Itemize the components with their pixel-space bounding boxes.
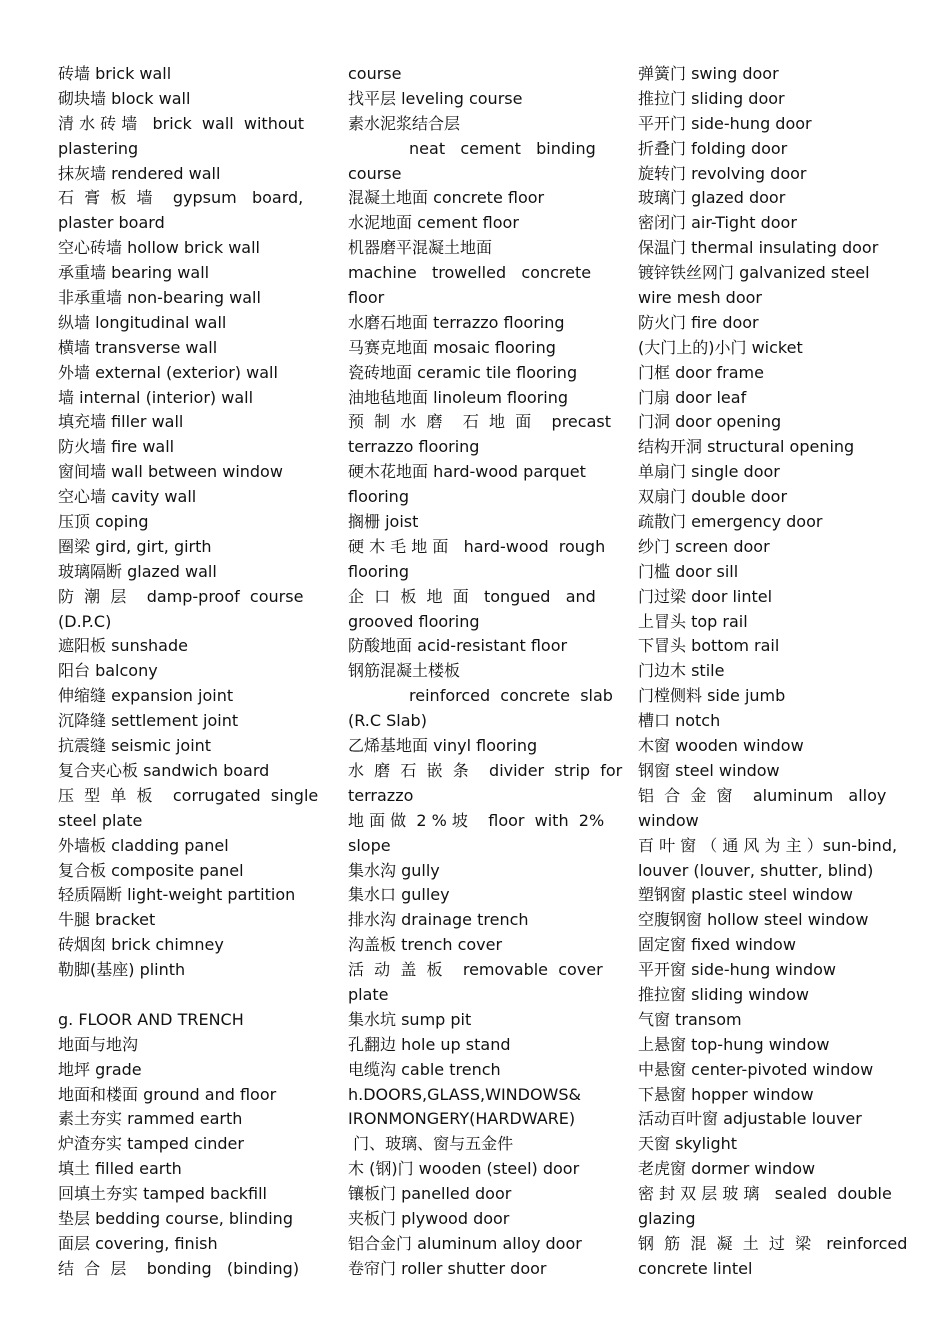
glossary-line: 机器磨平混凝土地面 [348,238,493,258]
glossary-line: 牛腿 bracket [58,910,156,930]
glossary-line: h.DOORS,GLASS,WINDOWS& [348,1084,581,1104]
glossary-line: 伸缩缝 expansion joint [58,686,234,706]
glossary-line: 地面和楼面 ground and floor [58,1084,277,1104]
glossary-line: 塑钢窗 plastic steel window [638,885,853,905]
glossary-line: 密 封 双 层 玻 璃 sealed double [638,1184,892,1204]
glossary-line: 墙 internal (interior) wall [58,387,254,407]
glossary-line: 电缆沟 cable trench [348,1059,501,1079]
glossary-line: 百 叶 窗 （ 通 风 为 主 ）sun-bind, [638,835,898,855]
glossary-line: 平开窗 side-hung window [638,960,837,980]
glossary-line: (大门上的)小门 wicket [638,337,803,357]
column-middle [348,62,623,1282]
glossary-line: 空心砖墙 hollow brick wall [58,238,260,258]
glossary-line: 木窗 wooden window [638,736,804,756]
glossary-line: 沉降缝 settlement joint [58,711,239,731]
glossary-line: 钢筋混凝土楼板 [348,661,461,681]
glossary-line: 复合夹心板 sandwich board [58,760,270,780]
glossary-line: 压 型 单 板 corrugated single [58,785,319,805]
glossary-line: 清 水 砖 墙 brick wall without [58,113,305,133]
glossary-line: terrazzo flooring [348,437,480,457]
glossary-line: 木 (钢)门 wooden (steel) door [348,1159,580,1179]
glossary-line: (R.C Slab) [348,711,427,731]
glossary-line: 找平层 leveling course [348,88,523,108]
glossary-line: g. FLOOR AND TRENCH [58,1009,244,1029]
glossary-line: 活 动 盖 板 removable cover [348,960,603,980]
glossary-line: course [348,64,402,83]
glossary-line: 疏散门 emergency door [638,512,823,532]
glossary-line: 横墙 transverse wall [58,337,218,357]
glossary-line: 承重墙 bearing wall [58,263,210,283]
glossary-line: 防火墙 fire wall [58,437,175,457]
glossary-line: 铝合金门 aluminum alloy door [348,1233,582,1253]
glossary-line: 卷帘门 roller shutter door [348,1258,547,1278]
glossary-line: 镀锌铁丝网门 galvanized steel [638,263,870,283]
glossary-line: 素水泥浆结合层 [348,113,461,133]
glossary-line: 保温门 thermal insulating door [638,238,879,258]
glossary-line: floor [348,288,385,308]
glossary-line: 砌块墙 block wall [58,88,191,108]
glossary-line: 孔翻边 hole up stand [348,1034,511,1054]
glossary-line: 集水沟 gully [348,860,440,880]
glossary-line: wire mesh door [638,288,762,308]
glossary-line: flooring [348,561,409,581]
glossary-line: window [638,810,699,830]
glossary-line: 硬 木 毛 地 面 hard-wood rough [348,536,606,556]
glossary-line: 抹灰墙 rendered wall [58,163,221,183]
glossary-line: 上冒头 top rail [638,611,748,631]
glossary-line: 固定窗 fixed window [638,935,796,955]
glossary-line: machine trowelled concrete [348,263,592,283]
glossary-line: 旋转门 revolving door [638,163,807,183]
glossary-line: grooved flooring [348,611,480,631]
column-right [638,62,908,1282]
glossary-line: 窗间墙 wall between window [58,462,283,482]
glossary-line: 沟盖板 trench cover [348,935,503,955]
glossary-line: 填充墙 filler wall [58,412,184,432]
glossary-line: 压顶 coping [58,512,149,532]
glossary-line: 折叠门 folding door [638,138,788,158]
glossary-line: 槽口 notch [638,711,721,731]
glossary-line: 垫层 bedding course, blinding [58,1208,293,1228]
glossary-line: 中悬窗 center-pivoted window [638,1059,874,1079]
glossary-line: louver (louver, shutter, blind) [638,860,874,880]
glossary-line: 地坪 grade [58,1059,142,1079]
glossary-line: flooring [348,487,409,507]
glossary-line: 硬木花地面 hard-wood parquet [348,462,586,482]
glossary-line: 空心墙 cavity wall [58,487,197,507]
glossary-line: 油地毡地面 linoleum flooring [348,387,568,407]
glossary-line: plate [348,984,389,1004]
glossary-line: 门槛 door sill [638,561,739,581]
glossary-line: 下悬窗 hopper window [638,1084,814,1104]
glossary-line: 防 潮 层 damp-proof course [58,586,304,606]
glossary-line: 气窗 transom [638,1009,742,1029]
glossary-line: 砖墙 brick wall [58,64,172,83]
glossary-line: 密闭门 air-Tight door [638,213,797,233]
glossary-line: 结 合 层 bonding (binding) [58,1258,300,1278]
glossary-line: 砖烟囱 brick chimney [58,935,224,955]
glossary-line: 地 面 做 2 % 坡 floor with 2% [348,810,605,830]
glossary-line: plaster board [58,213,165,233]
glossary-line: 门边木 stile [638,661,725,681]
glossary-line: neat cement binding [348,138,596,158]
glossary-line: steel plate [58,810,143,830]
glossary-line: 素土夯实 rammed earth [58,1109,243,1129]
glossary-line: 门洞 door opening [638,412,782,432]
glossary-line: 单扇门 single door [638,462,780,482]
glossary-line: 结构开洞 structural opening [638,437,855,457]
glossary-line: 石 膏 板 墙 gypsum board, [58,188,304,208]
glossary-line: 纵墙 longitudinal wall [58,312,227,332]
glossary-line: 镶板门 panelled door [348,1184,512,1204]
glossary-line: 外墙板 cladding panel [58,835,229,855]
glossary-line: 地面与地沟 [58,1034,139,1054]
glossary-line: 排水沟 drainage trench [348,910,529,930]
glossary-line: 瓷砖地面 ceramic tile flooring [348,362,578,382]
glossary-line: 乙烯基地面 vinyl flooring [348,736,538,756]
glossary-line: 集水坑 sump pit [348,1009,472,1029]
glossary-line: 预 制 水 磨 石 地 面 precast [348,412,611,432]
glossary-line: 轻质隔断 light-weight partition [58,885,296,905]
glossary-line: 水 磨 石 嵌 条 divider strip for [348,760,623,780]
glossary-line: 钢窗 steel window [638,760,780,780]
glossary-line: 混凝土地面 concrete floor [348,188,545,208]
glossary-line: 门、玻璃、窗与五金件 [348,1134,514,1154]
glossary-line: terrazzo [348,785,414,805]
glossary-line: reinforced concrete slab [348,686,613,706]
glossary-line: course [348,163,402,183]
glossary-line: 玻璃门 glazed door [638,188,786,208]
glossary-line: 填土 filled earth [58,1159,182,1179]
glossary-line: 弹簧门 swing door [638,64,779,83]
glossary-line: 面层 covering, finish [58,1233,218,1253]
glossary-line: 门过梁 door lintel [638,586,773,606]
glossary-line: 炉渣夯实 tamped cinder [58,1134,244,1154]
glossary-line: 阳台 balcony [58,661,158,681]
glossary-line: 推拉窗 sliding window [638,984,810,1004]
glossary-line: IRONMONGERY(HARDWARE) [348,1109,576,1129]
glossary-line: 复合板 composite panel [58,860,244,880]
glossary-line: 活动百叶窗 adjustable louver [638,1109,862,1129]
glossary-line: 上悬窗 top-hung window [638,1034,830,1054]
glossary-line: 搁栅 joist [348,512,419,532]
glossary-line: 钢 筋 混 凝 土 过 梁 reinforced [638,1233,908,1253]
glossary-line: 天窗 skylight [638,1134,738,1154]
glossary-line: slope [348,835,391,855]
glossary-line: 玻璃隔断 glazed wall [58,561,217,581]
glossary-line: concrete lintel [638,1258,753,1278]
glossary-line: 勒脚(基座) plinth [58,960,186,980]
glossary-line: 夹板门 plywood door [348,1208,510,1228]
glossary-line: 水泥地面 cement floor [348,213,519,233]
glossary-line: 门框 door frame [638,362,764,382]
glossary-line: 外墙 external (exterior) wall [58,362,278,382]
glossary-line: 老虎窗 dormer window [638,1159,816,1179]
glossary-line: 回填土夯实 tamped backfill [58,1184,267,1204]
glossary-line: 集水口 gulley [348,885,450,905]
glossary-line: 圈梁 gird, girt, girth [58,536,212,556]
glossary-line: 企 口 板 地 面 tongued and [348,586,596,606]
glossary-line: 防火门 fire door [638,312,759,332]
glossary-line: 水磨石地面 terrazzo flooring [348,312,565,332]
glossary-line: 门樘侧料 side jumb [638,686,786,706]
glossary-line: 铝 合 金 窗 aluminum alloy [638,785,887,805]
glossary-line: 门扇 door leaf [638,387,747,407]
glossary-line [58,983,314,1008]
glossary-line: 非承重墙 non-bearing wall [58,288,261,308]
glossary-line: 抗震缝 seismic joint [58,736,212,756]
glossary-line: 下冒头 bottom rail [638,636,780,656]
glossary-line: 马赛克地面 mosaic flooring [348,337,556,357]
glossary-line: plastering [58,138,139,158]
glossary-line: glazing [638,1208,696,1228]
glossary-line: 遮阳板 sunshade [58,636,188,656]
glossary-line: 双扇门 double door [638,487,788,507]
column-left [58,62,319,1282]
glossary-line: 推拉门 sliding door [638,88,785,108]
glossary-line: 防酸地面 acid-resistant floor [348,636,568,656]
glossary-line: (D.P.C) [58,611,112,631]
glossary-line: 平开门 side-hung door [638,113,812,133]
glossary-line: 纱门 screen door [638,536,770,556]
glossary-line: 空腹钢窗 hollow steel window [638,910,869,930]
